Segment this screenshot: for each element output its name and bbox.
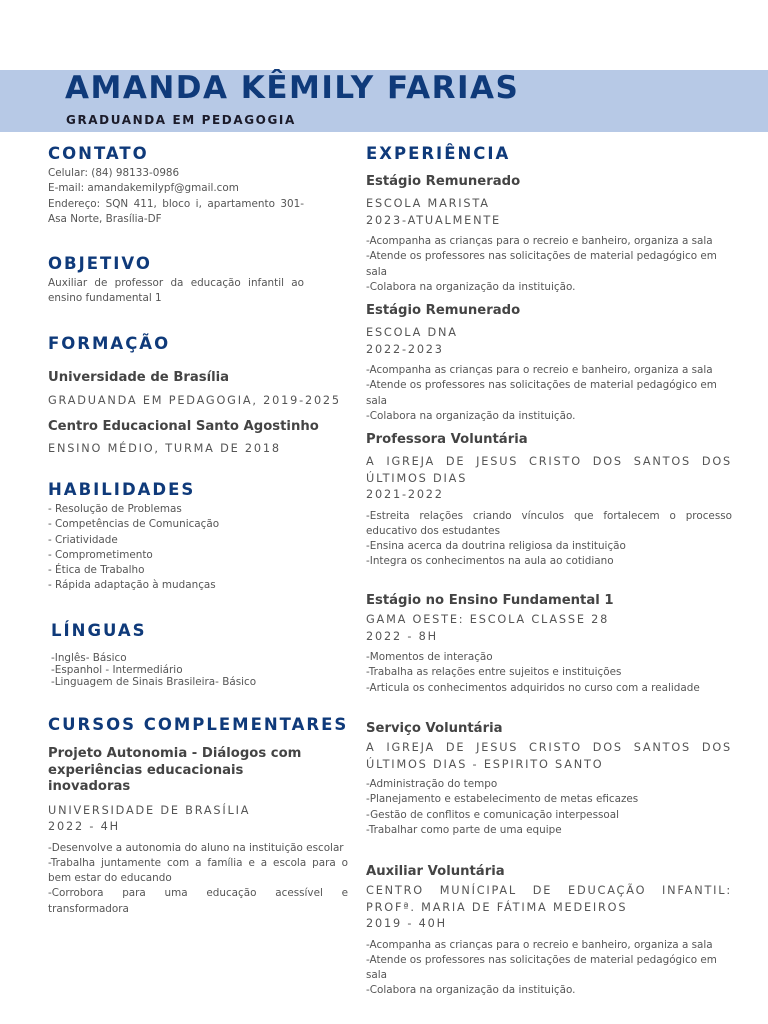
curso-desc-4: -Corrobora para uma educação acessível e: [48, 887, 348, 900]
job-line: -Planejamento e estabelecimento de metas eficazes: [366, 793, 639, 806]
formacao-section: [48, 334, 350, 455]
formacao-detail-2: ENSINO MÉDIO, TURMA DE 2018: [48, 442, 281, 455]
contato-endereco-1: Endereço: SQN 411, bloco i, apartamento 301-: [48, 197, 304, 210]
job-period: 2022-2023: [366, 342, 444, 356]
job-title: Estágio Remunerado: [366, 303, 521, 318]
job-title: Professora Voluntária: [366, 432, 528, 447]
job-line: -Estreita relações criando vínculos que fortalecem o processo: [366, 509, 732, 522]
job-entry: [366, 593, 732, 696]
objetivo-heading: OBJETIVO: [48, 254, 152, 273]
curso-title-line-3: inovadoras: [48, 779, 131, 794]
job-line: -Articula os conhecimentos adquiridos no curso com a realidade: [366, 681, 700, 694]
list-item: - Criatividade: [48, 533, 118, 546]
job-org: ESCOLA DNA: [366, 326, 458, 339]
job-line: -Trabalha as relações entre sujeitos e instituições: [366, 666, 622, 679]
job-period: 2022 - 8H: [366, 629, 438, 643]
objetivo-line-2: ensino fundamental 1: [48, 292, 162, 305]
job-lines: [366, 509, 732, 570]
job-line: -Gestão de conflitos e comunicação interpessoal: [366, 808, 620, 821]
candidate-subtitle: GRADUANDA EM PEDAGOGIA: [66, 113, 296, 127]
job-entry: [366, 174, 732, 295]
list-item: -Linguagem de Sinais Brasileira- Básico: [51, 676, 257, 688]
habilidades-heading: HABILIDADES: [48, 480, 196, 499]
job-line: educativo dos estudantes: [366, 524, 500, 537]
list-item: -Inglês- Básico: [51, 652, 127, 664]
job-line: -Atende os professores nas solicitações de material pedagógico em: [366, 379, 717, 392]
job-entry: [366, 864, 732, 999]
job-period: 2023-ATUALMENTE: [366, 213, 501, 227]
job-line: -Colabora na organização da instituição.: [366, 280, 576, 293]
job-lines: [366, 363, 732, 424]
curso-desc: [48, 841, 348, 917]
job-line: -Atende os professores nas solicitações de material pedagógico em: [366, 250, 717, 263]
right-column: [366, 144, 732, 997]
job-entry: [366, 721, 732, 838]
job-line: -Acompanha as crianças para o recreio e banheiro, organiza a sala: [366, 364, 713, 376]
job-line: sala: [366, 265, 388, 278]
job-entry: [366, 303, 732, 424]
candidate-name: AMANDA KÊMILY FARIAS: [65, 70, 520, 106]
job-line: -Acompanha as crianças para o recreio e banheiro, organiza a sala: [366, 235, 713, 247]
curso-title-line-1: Projeto Autonomia - Diálogos com: [48, 746, 302, 761]
job-lines: [366, 234, 732, 295]
contato-heading: CONTATO: [48, 144, 149, 163]
job-entry: [366, 432, 732, 570]
habilidades-list: [48, 502, 350, 594]
job-org-line-2: ÚLTIMOS DIAS - ESPIRITO SANTO: [366, 757, 604, 771]
contato-email: E-mail: amandakemilypf@gmail.com: [48, 182, 239, 195]
curso-desc-3: bem estar do educando: [48, 872, 172, 885]
job-lines: [366, 650, 732, 696]
cursos-heading: CURSOS COMPLEMENTARES: [48, 715, 349, 734]
job-line: -Ensina acerca da doutrina religiosa da instituição: [366, 540, 626, 553]
curso-org: UNIVERSIDADE DE BRASÍLIA: [48, 803, 251, 817]
experiencia-heading: EXPERIÊNCIA: [366, 144, 511, 163]
job-title: Estágio no Ensino Fundamental 1: [366, 593, 614, 608]
habilidades-section: [48, 480, 350, 594]
job-lines: [366, 777, 732, 838]
job-line: -Acompanha as crianças para o recreio e banheiro, organiza a sala: [366, 938, 713, 951]
job-line: -Colabora na organização da instituição.: [366, 409, 576, 422]
job-line: -Integra os conhecimentos na aula ao cotidiano: [366, 555, 614, 568]
contato-lines: [48, 166, 350, 227]
job-line: sala: [366, 969, 388, 982]
job-line: -Atende os professores nas solicitações de material pedagógico em: [366, 953, 717, 966]
job-line: sala: [366, 394, 388, 407]
job-line: -Trabalhar como parte de uma equipe: [366, 823, 562, 836]
job-line: -Colabora na organização da instituição.: [366, 984, 576, 997]
job-org: GAMA OESTE: ESCOLA CLASSE 28: [366, 613, 610, 626]
list-item: - Competências de Comunicação: [48, 518, 220, 531]
job-org-line-1: A IGREJA DE JESUS CRISTO DOS SANTOS DOS: [366, 741, 732, 754]
curso-desc-1: -Desenvolve a autonomia do aluno na instituição escolar: [48, 841, 344, 854]
objetivo-section: [48, 254, 350, 307]
job-line: -Momentos de interação: [366, 651, 493, 663]
formacao-heading: FORMAÇÃO: [48, 334, 171, 353]
job-title: Auxiliar Voluntária: [366, 864, 505, 879]
job-period: 2021-2022: [366, 488, 444, 501]
curso-period: 2022 - 4H: [48, 820, 120, 833]
list-item: - Resolução de Problemas: [48, 503, 182, 515]
contato-celular: Celular: (84) 98133-0986: [48, 167, 180, 179]
job-org: ESCOLA MARISTA: [366, 197, 490, 210]
formacao-title-2: Centro Educacional Santo Agostinho: [48, 419, 319, 434]
job-org-line-2: ÚLTIMOS DIAS: [366, 471, 468, 485]
job-title: Estágio Remunerado: [366, 174, 521, 189]
curso-title-line-2: experiências educacionais: [48, 762, 244, 778]
curso-desc-2: -Trabalha juntamente com a família e a escola para o: [48, 856, 348, 869]
job-period: 2019 - 40H: [366, 917, 447, 930]
contato-section: [48, 144, 350, 227]
linguas-heading: LÍNGUAS: [51, 621, 147, 640]
job-org-line-2: PROFª. MARIA DE FÁTIMA MEDEIROS: [366, 900, 628, 914]
objetivo-text: [48, 276, 350, 307]
objetivo-line-1: Auxiliar de professor da educação infantil ao: [48, 277, 304, 289]
list-item: -Espanhol - Intermediário: [51, 664, 183, 676]
list-item: - Rápida adaptação à mudanças: [48, 579, 216, 592]
list-item: - Ética de Trabalho: [48, 564, 145, 577]
formacao-title-1: Universidade de Brasília: [48, 370, 230, 385]
job-lines: [366, 938, 732, 999]
linguas-list: [51, 652, 353, 688]
linguas-section: [51, 621, 353, 688]
contato-endereco-2: Asa Norte, Brasília-DF: [48, 212, 162, 225]
job-org-line-1: CENTRO MUNÍCIPAL DE EDUCAÇÃO INFANTIL:: [366, 884, 732, 897]
cursos-section: [48, 715, 350, 917]
formacao-detail-1: GRADUANDA EM PEDAGOGIA, 2019-2025: [48, 394, 341, 407]
curso-title: [48, 746, 350, 796]
job-org-line-1: A IGREJA DE JESUS CRISTO DOS SANTOS DOS: [366, 455, 732, 468]
curso-desc-5: transformadora: [48, 902, 129, 915]
job-title: Serviço Voluntária: [366, 721, 503, 736]
list-item: - Comprometimento: [48, 548, 153, 561]
job-line: -Administração do tempo: [366, 778, 498, 790]
